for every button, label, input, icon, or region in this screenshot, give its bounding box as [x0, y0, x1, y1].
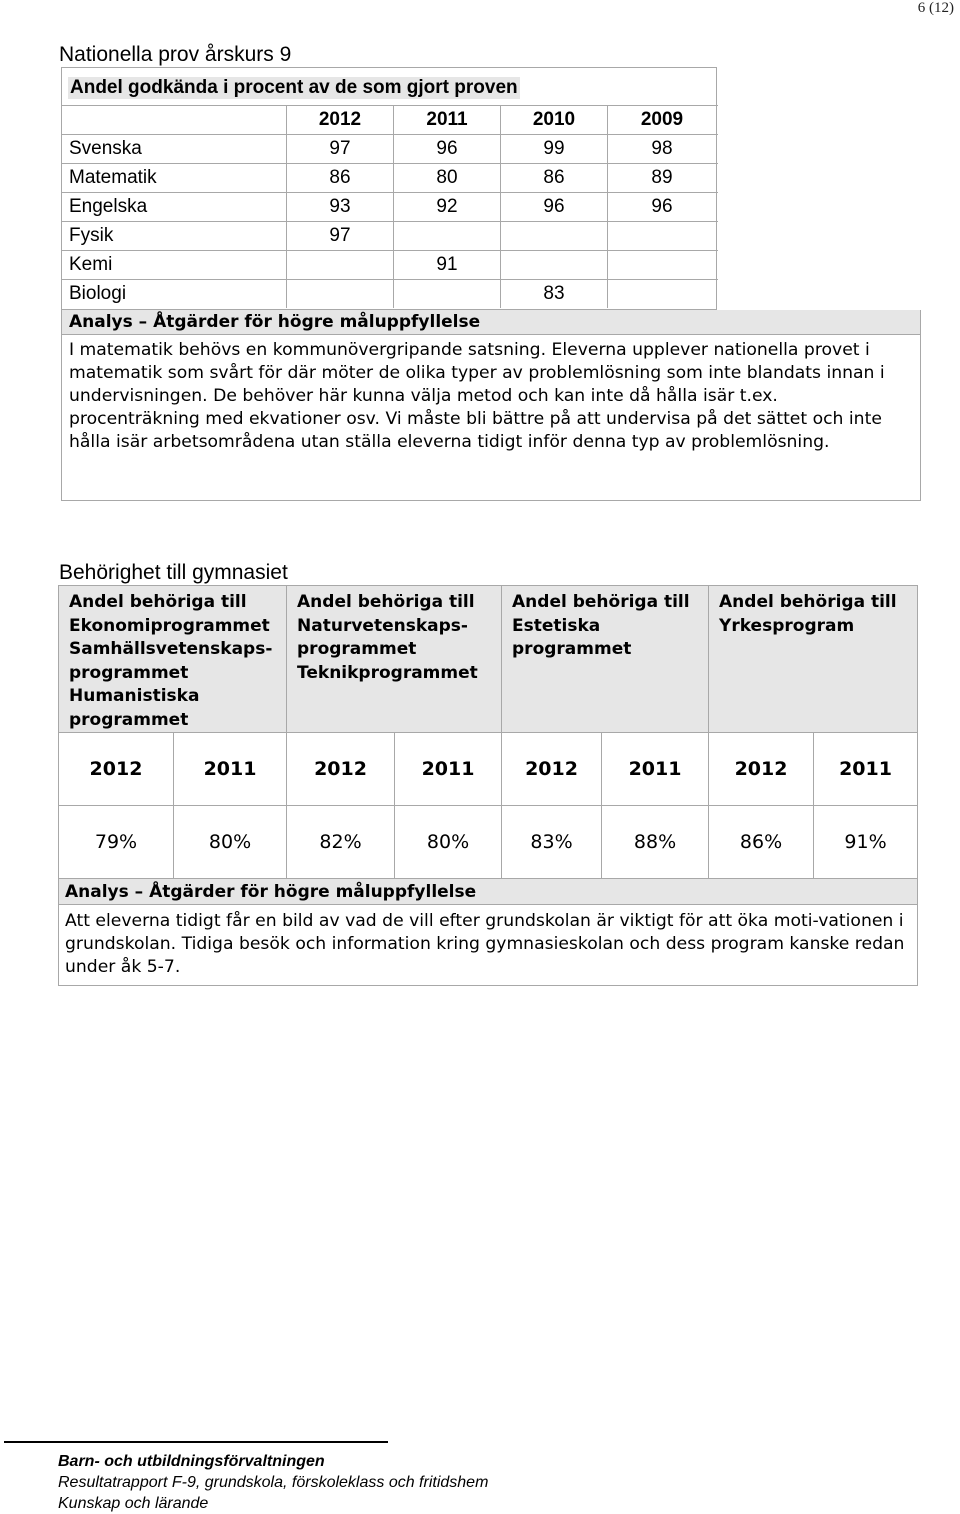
analysis-heading: Analys – Åtgärder för högre måluppfyllelse	[62, 310, 920, 335]
table-cell: 83	[500, 280, 607, 308]
table-row	[62, 135, 718, 164]
eligibility-table	[58, 585, 918, 986]
table-cell	[500, 222, 607, 250]
value-cell: 83%	[502, 806, 602, 879]
year-header: 2011	[393, 106, 500, 134]
value-cell: 80%	[174, 806, 287, 879]
table-cell	[393, 222, 500, 250]
year-cell: 2011	[395, 733, 502, 806]
program-group-row	[59, 586, 918, 733]
table-row	[62, 193, 718, 222]
value-cell: 79%	[59, 806, 174, 879]
footer-divider	[4, 1441, 388, 1443]
table-cell: 96	[607, 193, 716, 221]
table-cell: 89	[607, 164, 716, 192]
group-line: Andel behöriga till	[297, 592, 475, 612]
national-tests-table	[61, 67, 921, 501]
analysis-heading-row	[59, 879, 918, 905]
subject-label: Svenska	[69, 138, 142, 159]
value-cell: 91%	[814, 806, 918, 879]
group-line: Andel behöriga till	[69, 592, 247, 612]
year-header: 2012	[286, 106, 393, 134]
table-cell: 92	[393, 193, 500, 221]
program-group-header	[502, 586, 709, 733]
year-cell: 2012	[502, 733, 602, 806]
table-row	[62, 164, 718, 193]
group-line: Andel behöriga till	[719, 592, 897, 612]
group-line: programmet	[69, 662, 189, 683]
table-cell: 98	[607, 135, 716, 163]
year-cell: 2012	[287, 733, 395, 806]
table-cell	[393, 280, 500, 308]
subject-label: Biologi	[69, 283, 127, 304]
value-cell: 80%	[395, 806, 502, 879]
group-line: Humanistiska	[69, 686, 200, 706]
year-cell: 2011	[814, 733, 918, 806]
value-cell: 88%	[602, 806, 709, 879]
table-cell	[500, 251, 607, 279]
year-cell: 2011	[174, 733, 287, 806]
group-line: Ekonomiprogrammet	[69, 615, 270, 636]
group-line: Andel behöriga till	[512, 592, 690, 612]
table-row	[62, 251, 718, 280]
value-cell: 82%	[287, 806, 395, 879]
group-line: programmet	[297, 639, 417, 659]
year-header-row	[62, 106, 718, 135]
subject-label: Engelska	[69, 196, 148, 217]
subject-label: Kemi	[69, 254, 113, 275]
analysis-box	[61, 310, 921, 501]
table-cell: 96	[393, 135, 500, 163]
footer	[58, 1451, 488, 1514]
program-group-header	[287, 586, 502, 733]
value-cell: 86%	[709, 806, 814, 879]
table-title	[62, 68, 718, 106]
table-cell: 86	[286, 164, 393, 192]
table-cell: 93	[286, 193, 393, 221]
program-group-header	[59, 586, 287, 733]
table-row	[62, 222, 718, 251]
group-line: Teknikprogrammet	[297, 662, 478, 683]
group-line: Estetiska	[512, 615, 601, 636]
value-row	[59, 806, 918, 879]
table-cell: 91	[393, 251, 500, 279]
analysis-text: I matematik behövs en kommunövergripande satsning. Eleverna upplever nationella provet i matematik som svårt för där möter de olika typer av problemlösning som inte blandats innan i undervisningen. De behöver här kunna välja metod och kan inte då hålla isär t.ex. procenträkning med ekvationer osv. Vi måste bli bättre på att undervisa på det sättet och inte hålla isär arbetsområdena utan ställa eleverna tidigt inför denna typ av problemlösning.	[69, 340, 885, 452]
results-grid	[61, 67, 717, 310]
footer-report-title: Resultatrapport F-9, grundskola, förskoleklass och fritidshem	[58, 1474, 489, 1491]
section-heading-national-tests: Nationella prov årskurs 9	[59, 43, 292, 66]
section-heading-eligibility: Behörighet till gymnasiet	[59, 561, 288, 584]
group-line: Samhällsvetenskaps-	[69, 639, 273, 659]
group-line: Yrkesprogram	[719, 615, 855, 636]
year-header: 2009	[607, 106, 716, 134]
table-title-text: Andel godkända i procent av de som gjort proven	[70, 77, 518, 98]
page-number: 6 (12)	[917, 0, 954, 16]
table-cell: 86	[500, 164, 607, 192]
year-cell: 2012	[709, 733, 814, 806]
table-cell: 97	[286, 135, 393, 163]
year-row	[59, 733, 918, 806]
table-cell: 97	[286, 222, 393, 250]
table-row	[62, 280, 718, 309]
table-cell: 80	[393, 164, 500, 192]
year-cell: 2011	[602, 733, 709, 806]
table-cell	[607, 251, 716, 279]
table-cell	[607, 222, 716, 250]
group-line: Naturvetenskaps-	[297, 615, 468, 636]
group-line: programmet	[512, 639, 632, 659]
table-cell: 99	[500, 135, 607, 163]
table-cell	[607, 280, 716, 308]
year-header: 2010	[500, 106, 607, 134]
footer-organization: Barn- och utbildningsförvaltningen	[58, 1453, 325, 1470]
table-cell: 96	[500, 193, 607, 221]
program-group-header	[709, 586, 918, 733]
year-cell: 2012	[59, 733, 174, 806]
subject-label: Matematik	[69, 167, 157, 188]
table-cell	[286, 280, 393, 308]
analysis-text: Att eleverna tidigt får en bild av vad de vill efter grundskolan är viktigt för att öka moti-vationen i grundskolan. Tidiga besök och information kring gymnasieskolan och dess program kanske redan under åk 5-7.	[59, 905, 918, 986]
table-cell	[286, 251, 393, 279]
analysis-heading: Analys – Åtgärder för högre måluppfyllelse	[59, 879, 918, 905]
footer-unit: Kunskap och lärande	[58, 1495, 209, 1512]
subject-label: Fysik	[69, 225, 114, 246]
group-line: programmet	[69, 709, 189, 730]
analysis-body-row	[59, 905, 918, 986]
